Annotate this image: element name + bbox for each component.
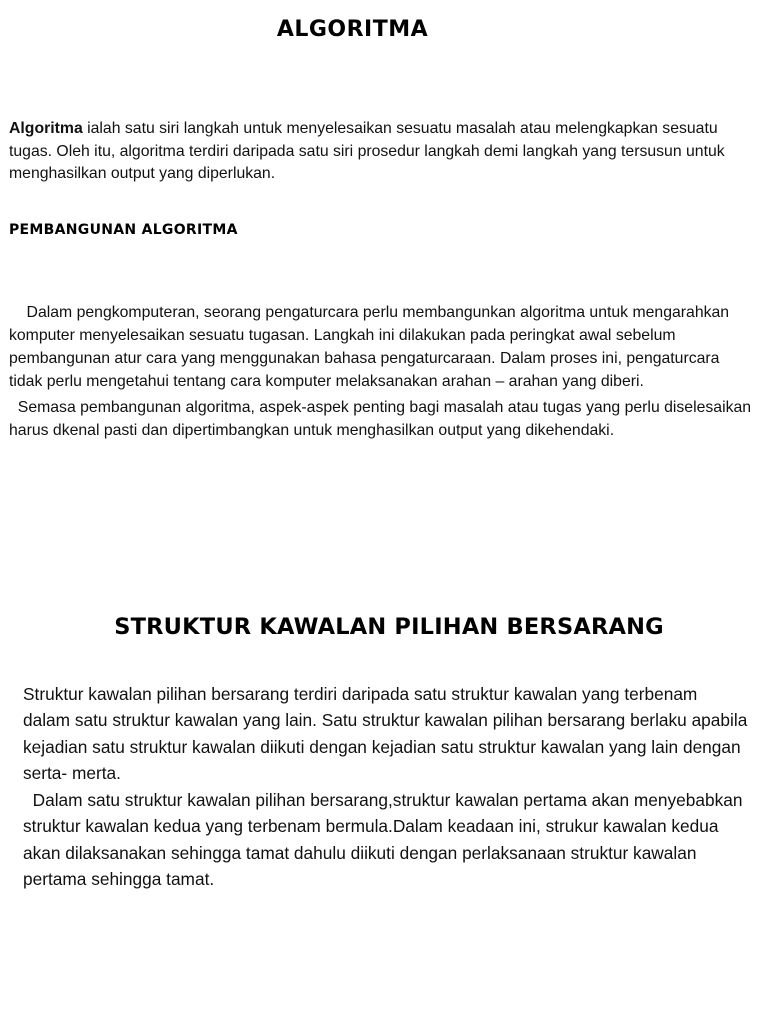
section-title-struktur-kawalan: STRUKTUR KAWALAN PILIHAN BERSARANG [114, 614, 664, 640]
section-title-pembangunan-algoritma: PEMBANGUNAN ALGORITMA [9, 222, 238, 238]
paragraph: Struktur kawalan pilihan bersarang terdiri daripada satu struktur kawalan yang terbenam dalam satu struktur kawalan yang lain. Satu struktur kawalan pilihan bersarang berlaku apabila kejadian satu struktur kawalan diikuti dengan kejadian satu struktur kawalan yang lain dengan serta- merta. [23, 684, 748, 783]
paragraph: Dalam satu struktur kawalan pilihan bersarang,struktur kawalan pertama akan menyebabkan struktur kawalan kedua yang terbenam bermula.Dalam keadaan ini, strukur kawalan kedua akan dilaksanakan sehingga tamat dahulu diikuti dengan perlaksanaan struktur kawalan pertama sehingga tamat. [23, 790, 743, 890]
paragraph: Dalam pengkomputeran, seorang pengaturcara perlu membangunkan algoritma untuk mengarahkan komputer menyelesaikan sesuatu tugasan. Langkah ini dilakukan pada peringkat awal sebelum pembangunan atur cara yang menggunakan bahasa pengaturcaraan. Dalam proses ini, pengaturcara tidak perlu mengetahui tentang cara komputer melaksanakan arahan – arahan yang diberi. [9, 304, 730, 390]
paragraph: Semasa pembangunan algoritma, aspek-aspek penting bagi masalah atau tugas yang perlu diselesaikan harus dkenal pasti dan dipertimbangkan untuk menghasilkan output yang dikehendaki. [9, 399, 752, 439]
struktur-kawalan-body [23, 681, 748, 892]
algoritma-definition [9, 118, 754, 186]
pembangunan-algoritma-body [9, 301, 757, 442]
section-title-algoritma: ALGORITMA [276, 17, 429, 42]
algoritma-definition-text: ialah satu siri langkah untuk menyelesaikan sesuatu masalah atau melengkapkan sesuatu tugas. Oleh itu, algoritma terdiri daripada satu siri prosedur langkah demi langkah yang tersusun untuk menghasilkan output yang diperlukan. [9, 120, 725, 182]
algoritma-term: Algoritma [9, 120, 83, 137]
